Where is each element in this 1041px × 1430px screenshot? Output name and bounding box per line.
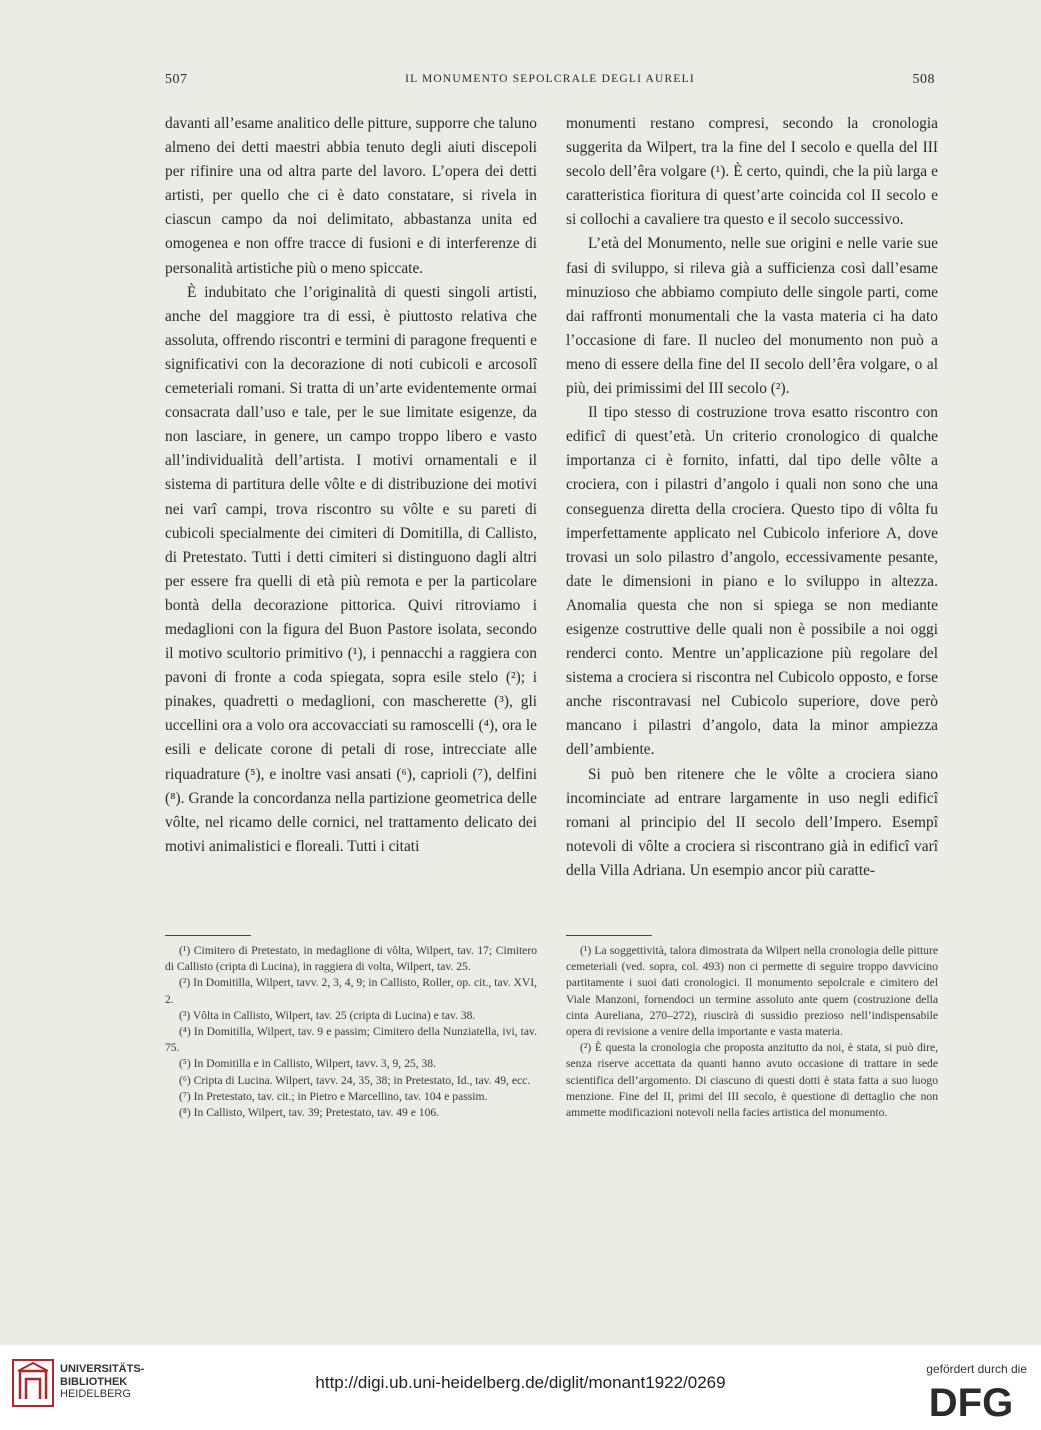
footnote: (²) È questa la cronologia che proposta anzitutto da noi, è stata, si può dire, senza riserve accettata da quanti hanno avuto occasione di trattare in sede scientifica dell’argomento. Di ciascuno di questi dotti è stata fatta a suo luogo menzione. Fine del II, primi del III secolo, è questione di dettaglio che non ammette modificazioni notevoli nella facies artistica del monumento. [566, 1041, 938, 1120]
footnote: (⁵) In Domitilla e in Callisto, Wilpert, tavv. 3, 9, 25, 38. [179, 1057, 436, 1071]
footnote: (¹) Cimitero di Pretestato, in medaglione di vôlta, Wilpert, tav. 17; Cimitero di Callisto (cripta di Lucina), in raggiera di volta, Wilpert, tav. 25. [165, 944, 537, 974]
page-number-left: 507 [165, 72, 188, 87]
paragraph: monumenti restano compresi, secondo la cronologia suggerita da Wilpert, tra la fine del I secolo e quella del III secolo dell’êra volgare (¹). È certo, quindi, che la più larga e caratteristica fioritura di quest’arte coincida col II secolo e si collochi a cavaliere tra questo e il secolo successivo. [566, 115, 938, 229]
footnote: (³) Vôlta in Callisto, Wilpert, tav. 25 (cripta di Lucina) e tav. 38. [179, 1008, 476, 1022]
paragraph: davanti all’esame analitico delle pitture, supporre che taluno almeno dei detti maestri abbia tenuto degli aiuti discepoli per rifinire una od altra parte del lavoro. L’opera dei detti artisti, per quello che ci è dato constatare, si rivela in ciascun campo da noi delimitato, abbastanza unita ed omogenea e non offre tracce di fusioni e di interferenze di personalità artistiche più o meno spiccate. [165, 115, 537, 277]
dfg-logo-icon[interactable] [915, 1380, 1027, 1422]
viewer-footer [0, 1345, 1041, 1430]
footnote: (⁸) In Callisto, Wilpert, tav. 39; Pretestato, tav. 49 e 106. [179, 1106, 440, 1120]
svg-text:DFG: DFG [928, 1381, 1014, 1422]
footnote-rule [165, 935, 251, 936]
right-footnotes [566, 943, 938, 1121]
footnote: (²) In Domitilla, Wilpert, tavv. 2, 3, 4, 9; in Callisto, Roller, op. cit., tav. XVI, 2. [165, 976, 537, 1006]
paragraph: L’età del Monumento, nelle sue origini e nelle varie sue fasi di sviluppo, si rileva già a sufficienza così dall’esame minuzioso che abbiamo compiuto delle singole parti, come dai raffronti monumentali che la vasta materia ci ha dato l’occasione di fare. Il nucleo del monumento non può a meno di essere della fine del II secolo dell’êra volgare, o al più, dei primissimi del III secolo (²). [566, 235, 938, 398]
library-name[interactable]: UNIVERSITÄTS- BIBLIOTHEK HEIDELBERG [60, 1363, 145, 1400]
left-footnotes [165, 943, 537, 1121]
footnote-rule [566, 935, 652, 936]
paragraph: È indubitato che l’originalità di questi singoli artisti, anche del maggiore tra di essi, è piuttosto relativa che assoluta, offrendo riscontri e termini di paragone frequenti e significativi con la decorazione di noti cubicoli e arcosolî cemeteriali romani. Si tratta di un’arte evidentemente ormai consacrata dall’uso e tale, per le sue limitate esigenze, da non lasciare, in genere, un campo troppo libero e vasto all’individualità dell’artista. I motivi ornamentali e il sistema di partitura delle vôlte e di distribuzione dei motivi nei varî campi, trova riscontro su vôlte e su pareti di cubicoli specialmente dei cimiteri di Domitilla, di Callisto, di Pretestato. Tutti i detti cimiteri si distinguono dagli altri per essere fra quelli di età più remota e per la particolare bontà della decorazione pittorica. Quivi ritroviamo i medaglioni con la figura del Buon Pastore isolata, secondo il motivo scultorio primitivo (¹), i pennacchi a raggiera con pavoni di fronte a coda spiegata, sopra esile stelo (²); i pinakes, quadretti o medaglioni, con mascherette (³), gli uccellini ora a volo ora accovacciati su ramoscelli (⁴), ora le esili e delicate corone di petali di rose, intrecciate alle riquadrature (⁵), e inoltre vasi ansati (⁶), caprioli (⁷), delfini (⁸). Grande la concordanza nella partizione geometrica delle vôlte, nel ricamo delle cornici, nel trattamento delicato dei motivi animalistici e floreali. Tutti i citati [165, 283, 537, 855]
permalink-url[interactable]: http://digi.ub.uni-heidelberg.de/diglit/monant1922/0269 [315, 1373, 726, 1392]
left-text-column [165, 112, 537, 859]
paragraph: Il tipo stesso di costruzione trova esatto riscontro con edificî di quest’età. Un criterio cronologico di qualche importanza ci è fornito, infatti, dal tipo delle vôlte a crociera, con i pilastri d’angolo i quali non sono che una conseguenza diretta della crociera. Questo tipo di vôlta fu imperfettamente applicato nel Cubicolo inferiore A, dove trovasi un solo pilastro d’angolo, eccessivamente pesante, date le dimensioni in piano e lo sviluppo in altezza. Anomalia questa che non si spiega se non mediante esigenze costruttive delle quali non è possibile a noi oggi renderci conto. Mentre un’applicazione più regolare del sistema a crociera si riscontra nel Cubicolo opposto, e forse anche riscontravasi nel Cubicolo superiore, dove però mancano i pilastri d’angolo, data la minor ampiezza dell’ambiente. [566, 404, 938, 759]
footnote: (⁷) In Pretestato, tav. cit.; in Pietro e Marcellino, tav. 104 e passim. [179, 1089, 488, 1103]
footnote: (¹) La soggettività, talora dimostrata da Wilpert nella cronologia delle pitture cemeteriali (ved. sopra, col. 493) non ci permette di seguire troppo davvicino partitamente i suoi dati cronologici. Il monumento sepolcrale e cimitero del Viale Manzoni, fornendoci un termine assoluto ante quem (costruzione della cinta Aureliana, 270–272), riuscirà di sussidio prezioso nell’indispensabile opera di revisione a venire della importante e vasta materia. [566, 944, 938, 1039]
footnote: (⁴) In Domitilla, Wilpert, tav. 9 e passim; Cimitero della Nunziatella, ivi, tav. 75. [165, 1025, 537, 1055]
funding-note: gefördert durch die [926, 1362, 1027, 1376]
footnote: (⁶) Cripta di Lucina. Wilpert, tavv. 24, 35, 38; in Pretestato, Id., tav. 49, ecc. [179, 1073, 531, 1087]
paragraph: Si può ben ritenere che le vôlte a crociera siano incominciate ad entrare largamente in uso negli edificî romani al principio del II secolo dell’Impero. Esempî notevoli di vôlte a crociera si riscontrano già in edificî varî della Villa Adriana. Un esempio ancor più caratte- [566, 765, 938, 879]
right-text-column [566, 112, 938, 883]
running-title: IL MONUMENTO SEPOLCRALE DEGLI AURELI [405, 73, 695, 85]
page-number-right: 508 [912, 72, 935, 87]
